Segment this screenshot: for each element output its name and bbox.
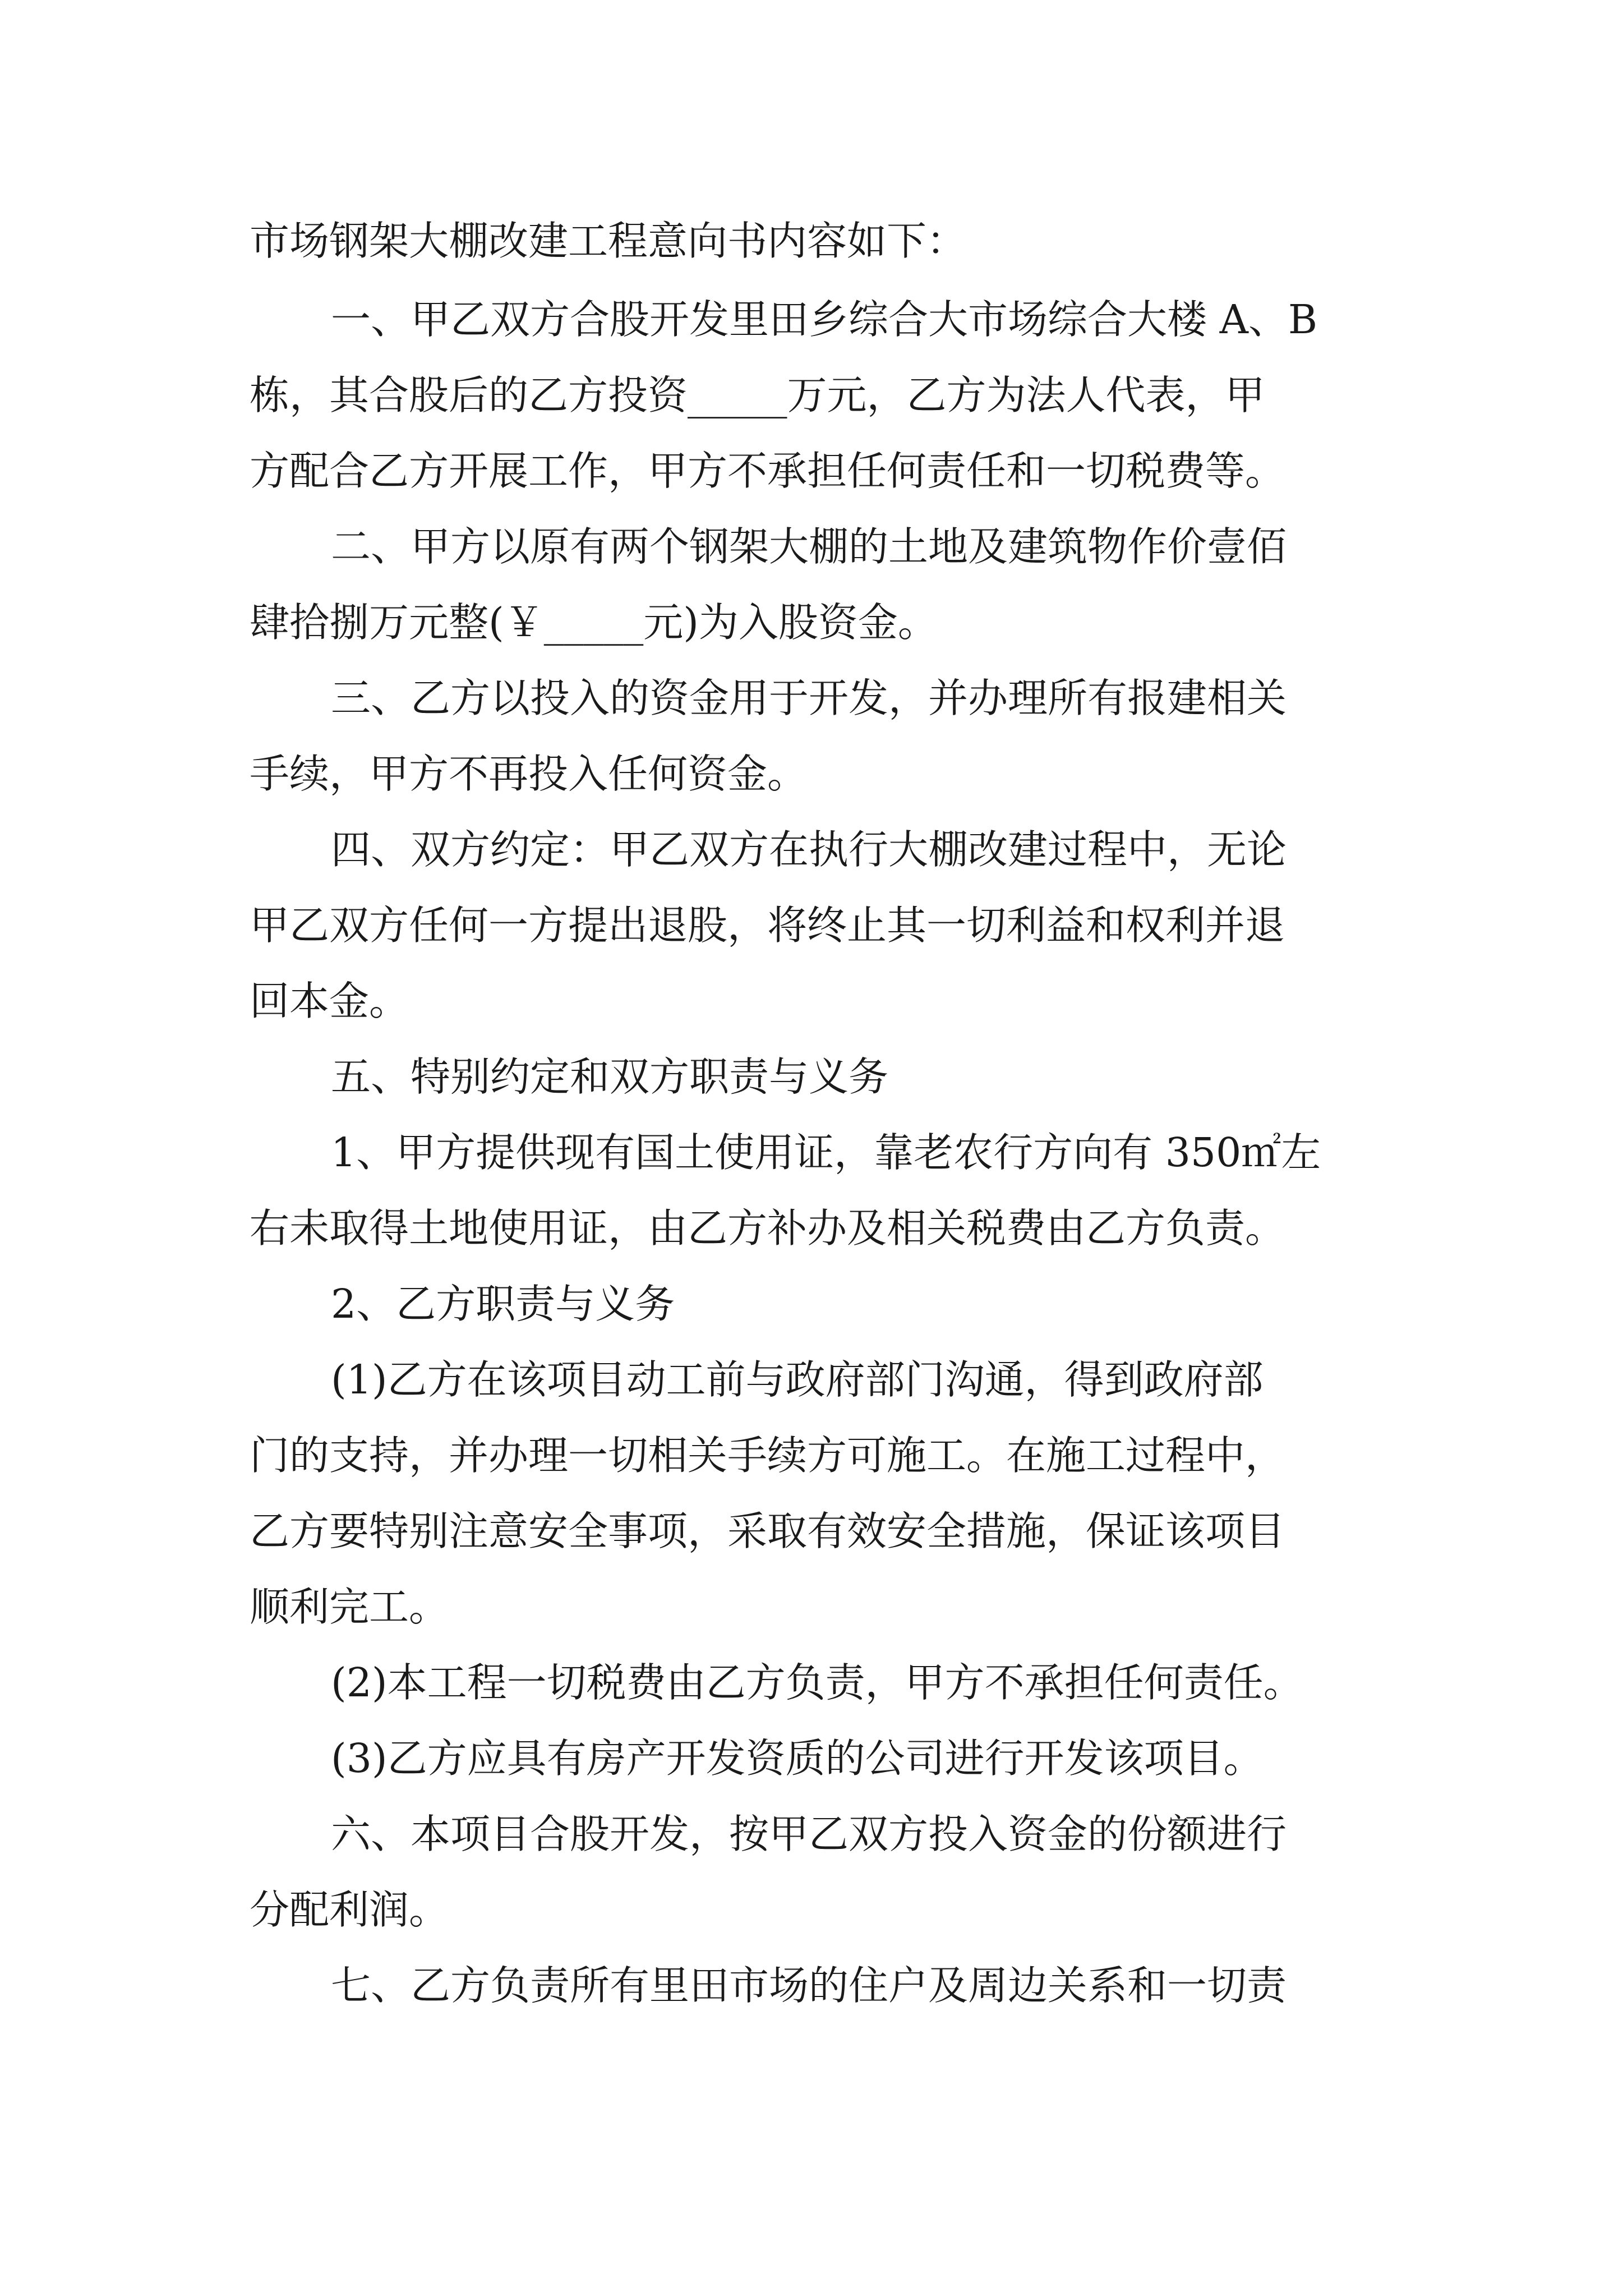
text-line: 六、本项目合股开发，按甲乙双方投入资金的份额进行 (331, 1811, 1287, 1857)
text-line: 乙方要特别注意安全事项，采取有效安全措施，保证该项目 (250, 1508, 1285, 1554)
text-line: 二、甲方以原有两个钢架大棚的土地及建筑物作价壹佰 (331, 523, 1287, 570)
text-line: 2、乙方职责与义务 (331, 1281, 675, 1327)
text-line: 四、双方约定：甲乙双方在执行大棚改建过程中，无论 (331, 826, 1287, 873)
text-line: (2)本工程一切税费由乙方负责，甲方不承担任何责任。 (331, 1659, 1303, 1706)
text-line: (3)乙方应具有房产开发资质的公司进行开发该项目。 (331, 1735, 1264, 1782)
text-line: 分配利润。 (250, 1887, 449, 1933)
text-line: 手续，甲方不再投入任何资金。 (250, 751, 808, 797)
text-line: (1)乙方在该项目动工前与政府部门沟通，得到政府部 (331, 1356, 1264, 1403)
text-line: 顺利完工。 (250, 1584, 449, 1630)
text-line: 栋，其合股后的乙方投资_____万元，乙方为法人代表，甲 (250, 372, 1265, 418)
text-line: 甲乙双方任何一方提出退股，将终止其一切利益和权利并退 (250, 902, 1285, 949)
text-line: 门的支持，并办理一切相关手续方可施工。在施工过程中， (250, 1432, 1285, 1479)
text-line: 市场钢架大棚改建工程意向书内容如下： (250, 218, 967, 264)
text-line: 1、甲方提供现有国土使用证，靠老农行方向有 350㎡左 (331, 1129, 1321, 1176)
text-line: 一、甲乙双方合股开发里田乡综合大市场综合大楼 A、B (331, 296, 1318, 343)
text-line: 三、乙方以投入的资金用于开发，并办理所有报建相关 (331, 675, 1287, 721)
text-line: 五、特别约定和双方职责与义务 (331, 1053, 889, 1100)
text-line: 右未取得土地使用证，由乙方补办及相关税费由乙方负责。 (250, 1205, 1285, 1251)
text-line: 七、乙方负责所有里田市场的住户及周边关系和一切责 (331, 1962, 1287, 2009)
text-line: 回本金。 (250, 978, 409, 1024)
text-line: 方配合乙方开展工作，甲方不承担任何责任和一切税费等。 (250, 448, 1285, 494)
text-line: 肆拾捌万元整(￥_____元)为入股资金。 (250, 599, 938, 646)
